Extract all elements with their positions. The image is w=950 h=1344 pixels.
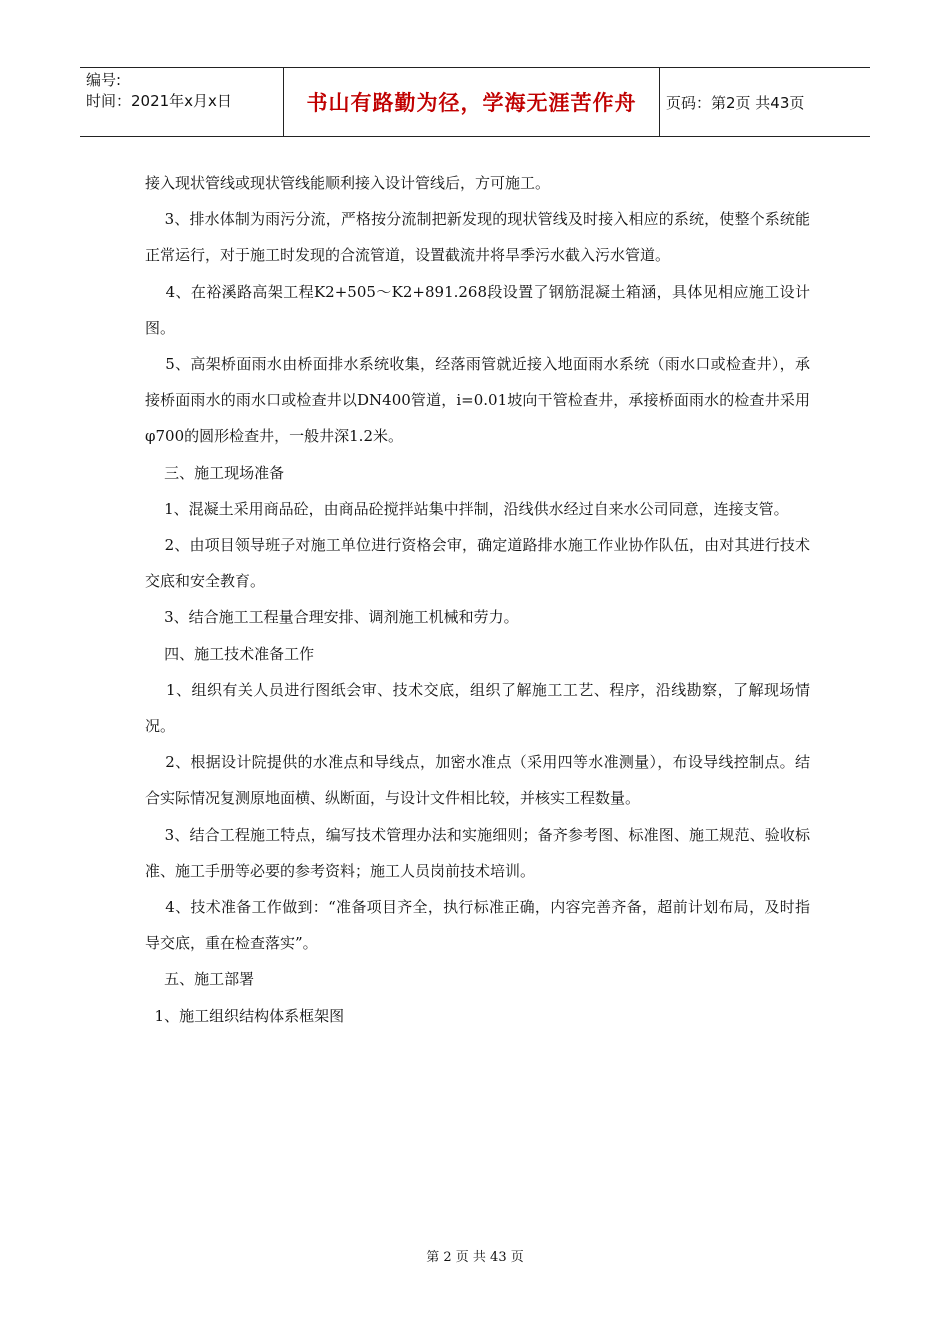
header-meta [80,68,283,136]
header-motto-cell [283,68,660,136]
section-heading: 五、施工部署 [145,970,255,989]
section-heading: 四、施工技术准备工作 [145,644,315,663]
paragraph: 3、结合施工工程量合理安排、调剂施工机械和劳力。 [145,608,519,627]
paragraph: 4、技术准备工作做到：“准备项目齐全，执行标准正确，内容完善齐备，超前计划布局，及时指导交底，重在检查落实”。 [145,898,810,953]
paragraph: 接入现状管线或现状管线能顺利接入设计管线后，方可施工。 [145,174,551,192]
page-footer: 第 2 页 共 43 页 [426,1250,524,1265]
section-heading: 三、施工现场准备 [145,463,285,482]
paragraph: 2、根据设计院提供的水准点和导线点，加密水准点（采用四等水准测量），布设导线控制点。结合实际情况复测原地面横、纵断面，与设计文件相比较，并核实工程数量。 [145,753,810,808]
paragraph: 1、混凝土采用商品砼，由商品砼搅拌站集中拌制，沿线供水经过自来水公司同意，连接支管。 [145,499,789,518]
subsection-heading: 1、施工组织结构体系框架图 [145,1006,345,1025]
page-header [80,67,870,137]
paragraph: 3、排水体制为雨污分流，严格按分流制把新发现的现状管线及时接入相应的系统，使整个系统能正常运行，对于施工时发现的合流管道，设置截流井将旱季污水截入污水管道。 [145,210,810,265]
paragraph: 5、高架桥面雨水由桥面排水系统收集，经落雨管就近接入地面雨水系统（雨水口或检查井），承接桥面雨水的雨水口或检查井以DN400管道，i=0.01坡向干管检查井，承接桥面雨水的检查井采用φ700的圆形检查井，一般井深1.2米。 [145,355,810,446]
header-page-info: 页码：第2页 共43页 [666,93,805,112]
paragraph: 3、结合工程施工特点，编写技术管理办法和实施细则；备齐参考图、标准图、施工规范、验收标准、施工手册等必要的参考资料；施工人员岗前技术培训。 [145,825,810,880]
header-page-info-cell [660,68,870,136]
paragraph: 1、组织有关人员进行图纸会审、技术交底，组织了解施工工艺、程序，沿线勘察，了解现场情况。 [145,680,810,736]
header-motto: 书山有路勤为径，学海无涯苦作舟 [306,91,637,115]
paragraph: 2、由项目领导班子对施工单位进行资格会审，确定道路排水施工作业协作队伍，由对其进行技术交底和安全教育。 [145,536,810,591]
document-date: 时间：2021年x月x日 [86,92,232,110]
document-body [145,165,810,1034]
document-number-label: 编号: [86,71,122,89]
paragraph: 4、在裕溪路高架工程K2+505～K2+891.268段设置了钢筋混凝土箱涵，具体见相应施工设计图。 [145,282,811,337]
